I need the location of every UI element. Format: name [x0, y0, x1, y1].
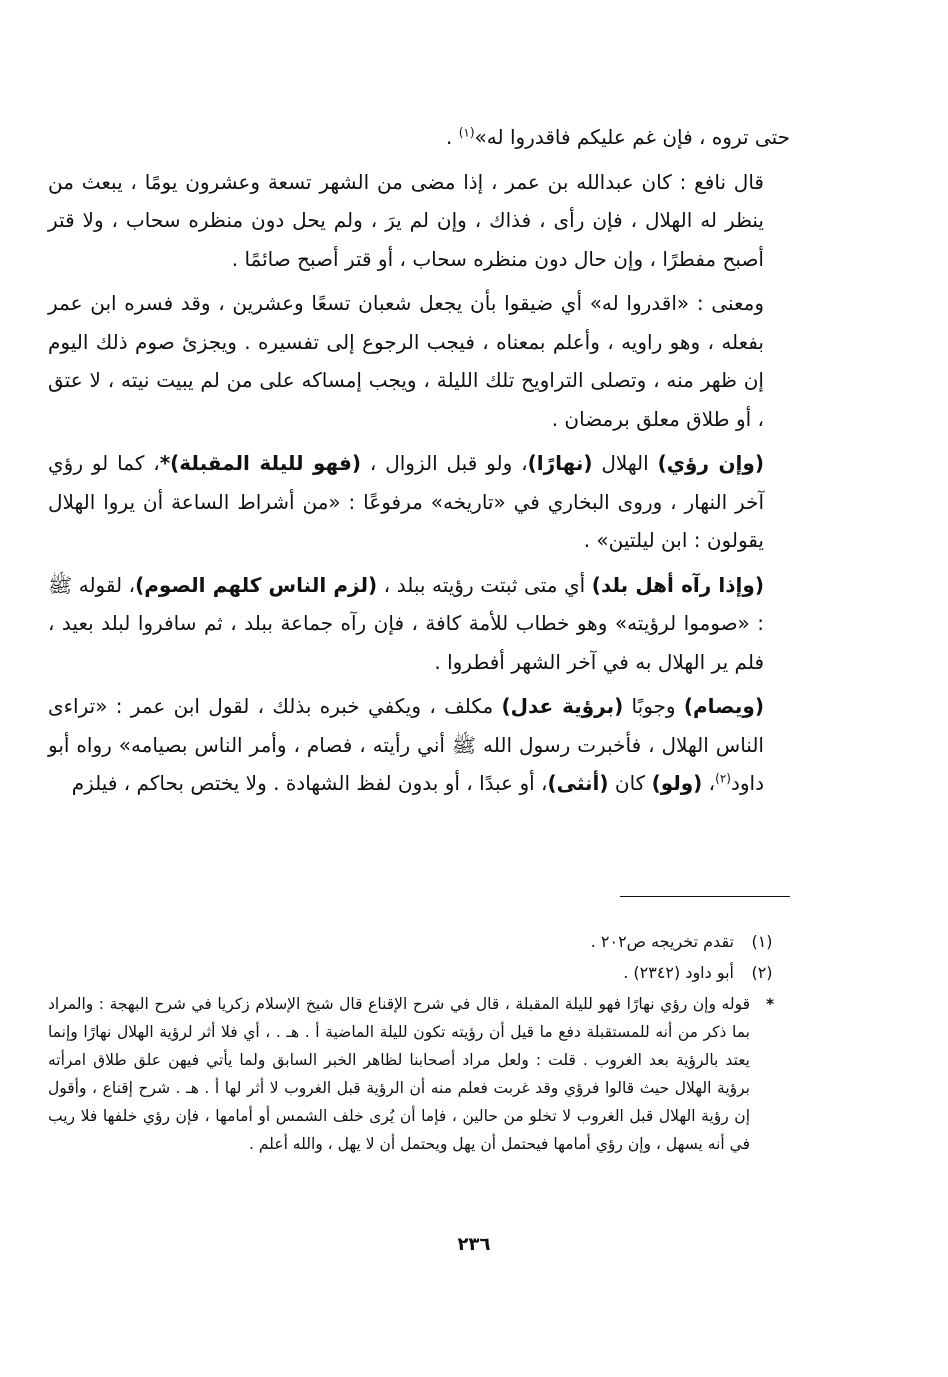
matn-phrase: (أنثى): [547, 771, 609, 795]
sharh-text: أي متى ثبتت رؤيته ببلد ،: [377, 572, 592, 597]
footnote-divider: [620, 896, 790, 897]
sharh-text: الهلال: [592, 451, 658, 475]
footnote-2: [48, 957, 790, 988]
sharh-text: ، كما لو رؤي آخر النهار ، وروى البخاري في «تاريخه» مرفوعًا : «من أشراط الساعة أن يروا الهلال يقولون : ابن ليلتين» .: [48, 451, 764, 552]
sharh-text: ، لقوله ﷺ : «صوموا لرؤيته» وهو خطاب للأمة كافة ، فإن رآه جماعة ببلد ، ثم سافروا لبلد بعيد ، فلم ير الهلال به في آخر الشهر أفطروا .: [48, 572, 764, 674]
main-text: [48, 118, 790, 809]
star-note: [48, 990, 790, 1158]
sharh-text: وجوبًا: [623, 694, 684, 718]
footnote-ref-1[interactable]: (١): [458, 125, 475, 140]
paragraph-5: [48, 566, 790, 682]
matn-phrase: (وإذا رآه أهل بلد): [591, 572, 764, 597]
matn-phrase: (فهو لليلة المقبلة)*: [159, 451, 361, 475]
asterisk-icon: *: [765, 995, 775, 1013]
matn-phrase: (ويصام): [683, 694, 764, 718]
matn-phrase: (ولو): [651, 771, 703, 795]
footnote-ref-2[interactable]: (٢): [715, 771, 731, 786]
star-note-text: قوله وإن رؤي نهارًا فهو لليلة المقبلة ، قال في شرح الإقناع قال شيخ الإسلام زكريا في شرح البهجة : والمراد بما ذكر من أنه للمستقبلة دفع ما قيل أن رؤيته تكون لليلة الماضية أ . هـ . ، أي فلا أثر لرؤية الهلال نهارًا وإنما يعتد بالرؤية بعد الغروب . قلت : ولعل مراد أصحابنا لظاهر الخبر السابق ولما يأتي فيهن علق طلاق امرأته برؤية الهلال حيث قالوا فرؤي وقد غربت فعلم منه أن الرؤية قبل الغروب لا أثر لها أ . هـ . شرح إقناع ، وأقول إن رؤية الهلال قبل الغروب لا تخلو من حالين ، فإما أن يُرى خلف الشمس أو أمامها ، فإن رؤي خلفها فلا ريب في أنه يسهل ، وإن رؤي أمامها فيحتمل أن يهل ويحتمل أن لا يهل ، والله أعلم .: [48, 995, 750, 1153]
matn-phrase: (برؤية عدل): [501, 694, 624, 718]
paragraph-3: ومعنى : «اقدروا له» أي ضيقوا بأن يجعل شعبان تسعًا وعشرين ، وقد فسره ابن عمر بفعله ، وهو راويه ، وأعلم بمعناه ، فيجب الرجوع إلى تفسيره . ويجزئ صوم ذلك اليوم إن ظهر منه ، وتصلى التراويح تلك الليلة ، ويجب إمساكه على من لم يبيت نيته ، لا عتق ، أو طلاق معلق برمضان .: [48, 291, 764, 431]
footnote-text: أبو داود (٢٣٤٢) .: [623, 963, 734, 982]
matn-phrase: (لزم الناس كلهم الصوم): [135, 572, 378, 597]
sharh-text: كان: [608, 771, 652, 795]
sharh-text: ،: [702, 771, 716, 795]
footnote-1: [48, 926, 790, 957]
sharh-text: مكلف ، ويكفي خبره بذلك ، لقول ابن عمر : «تراءى الناس الهلال ، فأخبرت رسول الله ﷺ أني رأيته ، فصام ، وأمر الناس بصيامه» رواه أبو داود: [48, 694, 764, 795]
paragraph-2: قال نافع : كان عبدالله بن عمر ، إذا مضى من الشهر تسعة وعشرون يومًا ، يبعث من ينظر له الهلال ، فإن رأى ، فذاك ، وإن لم يرَ ، ولم يحل دون منظره سحاب ، ولا قتر أصبح مفطرًا ، وإن حال دون منظره سحاب ، أو قتر أصبح صائمًا .: [48, 169, 764, 271]
footnotes: [48, 926, 790, 1158]
paragraph-1-text: حتى تروه ، فإن غم عليكم فاقدروا له»: [474, 125, 790, 149]
paragraph-6: [48, 687, 790, 803]
footnote-text: تقدم تخريجه ص٢٠٢ .: [590, 932, 734, 951]
paragraph-1: [48, 118, 790, 157]
matn-phrase: (نهارًا): [527, 451, 593, 475]
sharh-text: ، ولو قبل الزوال ،: [361, 451, 528, 475]
footnote-number: (١): [751, 932, 773, 951]
footnote-number: (٢): [751, 963, 773, 982]
sharh-text: ، أو عبدًا ، أو بدون لفظ الشهادة . ولا يختص بحاكم ، فيلزم: [71, 771, 548, 795]
paragraph-1-end: .: [445, 125, 459, 149]
page-number: ٢٣٦: [457, 1234, 491, 1255]
matn-phrase: (وإن رؤي): [657, 451, 764, 475]
paragraph-4: [48, 444, 790, 560]
